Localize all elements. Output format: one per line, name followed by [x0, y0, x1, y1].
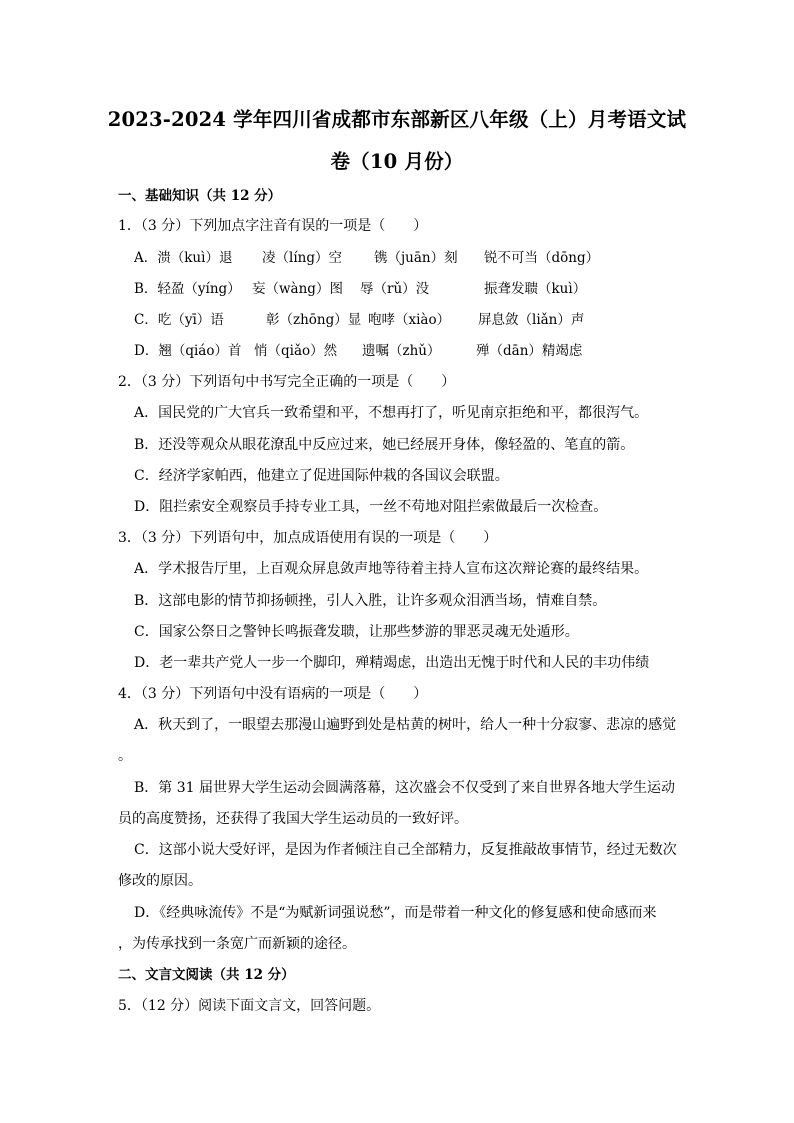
option-cell: 振聋发聩（kuì） — [484, 281, 587, 297]
option-cell: C．吃（yī）语 — [134, 312, 224, 328]
option-line: A．秋天到了，一眼望去那漫山遍野到处是枯黄的树叶，给人一种十分寂寥、悲凉的感觉 — [134, 717, 677, 733]
option-line: C．经济学家帕西，他建立了促进国际仲栽的各国议会联盟。 — [134, 468, 509, 484]
option-cell: 凌（líng）空 — [262, 250, 342, 266]
option-line: A．国民党的广大官兵一致希望和平，不想再打了，听见南京拒绝和平，都很泻气。 — [134, 405, 649, 421]
option-cell: 镌（juān）刻 — [374, 250, 458, 266]
option-cell: 悄（qiǎo）然 — [254, 343, 338, 359]
option-line: D．《经典咏流传》不是“为赋新词强说愁”，而是带着一种文化的修复感和使命感而来 — [134, 905, 657, 921]
option-line: B．还没等观众从眼花潦乱中反应过来，她已经展开身体，像轻盈的、笔直的箭。 — [134, 437, 635, 453]
option-cell: 咆哮（xiào） — [368, 312, 451, 328]
exam-title-line-1: 2023-2024 学年四川省成都市东部新区八年级（上）月考语文试 — [107, 108, 687, 131]
option-continuation: 。 — [118, 748, 132, 764]
option-cell: 屏息敛（liǎn）声 — [478, 312, 585, 328]
option-cell: 殚（dān）精竭虑 — [476, 343, 583, 359]
question-stem: 2．（3 分）下列语句中书写完全正确的一项是（ ） — [118, 374, 456, 390]
question-stem: 3．（3 分）下列语句中，加点成语使用有误的一项是（ ） — [118, 530, 498, 546]
option-line: C．这部小说大受好评，是因为作者倾注自己全部精力，反复推敲故事情节，经过无数次 — [134, 842, 677, 858]
question-stem: 1．（3 分）下列加点字注音有误的一项是（ ） — [118, 218, 428, 234]
section-heading: 二、文言文阅读（共 12 分） — [118, 967, 295, 983]
option-continuation: 修改的原因。 — [118, 873, 202, 889]
option-line: C．国家公祭日之警钟长鸣振聋发聩，让那些梦游的罪恶灵魂无处遁形。 — [134, 624, 579, 640]
option-cell: 辱（rǔ）没 — [360, 281, 430, 297]
section-heading: 一、基础知识（共 12 分） — [118, 188, 282, 204]
question-stem: 5．（12 分）阅读下面文言文，回答问题。 — [118, 998, 381, 1014]
option-cell: 妄（wàng）图 — [252, 281, 343, 297]
option-cell: 遗嘱（zhǔ） — [362, 343, 441, 359]
option-line: D．老一辈共产党人一步一个脚印，殚精竭虑，出造出无愧于时代和人民的丰功伟绩 — [134, 655, 650, 671]
option-continuation: ，为传承找到一条宽广而新颖的途径。 — [118, 936, 356, 952]
option-line: B．第 31 届世界大学生运动会圆满落幕，这次盛会不仅受到了来自世界各地大学生运动 — [134, 780, 676, 796]
option-cell: B．轻盈（yíng） — [134, 281, 241, 297]
option-cell: A．溃（kuì）退 — [134, 250, 233, 266]
option-continuation: 员的高度赞扬，还获得了我国大学生运动员的一致好评。 — [118, 811, 468, 827]
option-line: D．阻拦索安全观察员手持专业工具，一丝不苟地对阻拦索做最后一次检查。 — [134, 499, 608, 515]
question-stem: 4．（3 分）下列语句中没有语病的一项是（ ） — [118, 686, 428, 702]
exam-title-line-2: 卷（10 月份） — [330, 150, 464, 173]
option-cell: 彰（zhōng）显 — [266, 312, 362, 328]
option-cell: D．翘（qiáo）首 — [134, 343, 242, 359]
option-line: A．学术报告厅里，上百观众屏息敛声地等待着主持人宣布这次辩论赛的最终结果。 — [134, 561, 649, 577]
option-cell: 锐不可当（dōng） — [484, 250, 600, 266]
option-line: B．这部电影的情节抑扬顿挫，引人入胜，让许多观众泪洒当场，情难自禁。 — [134, 593, 607, 609]
